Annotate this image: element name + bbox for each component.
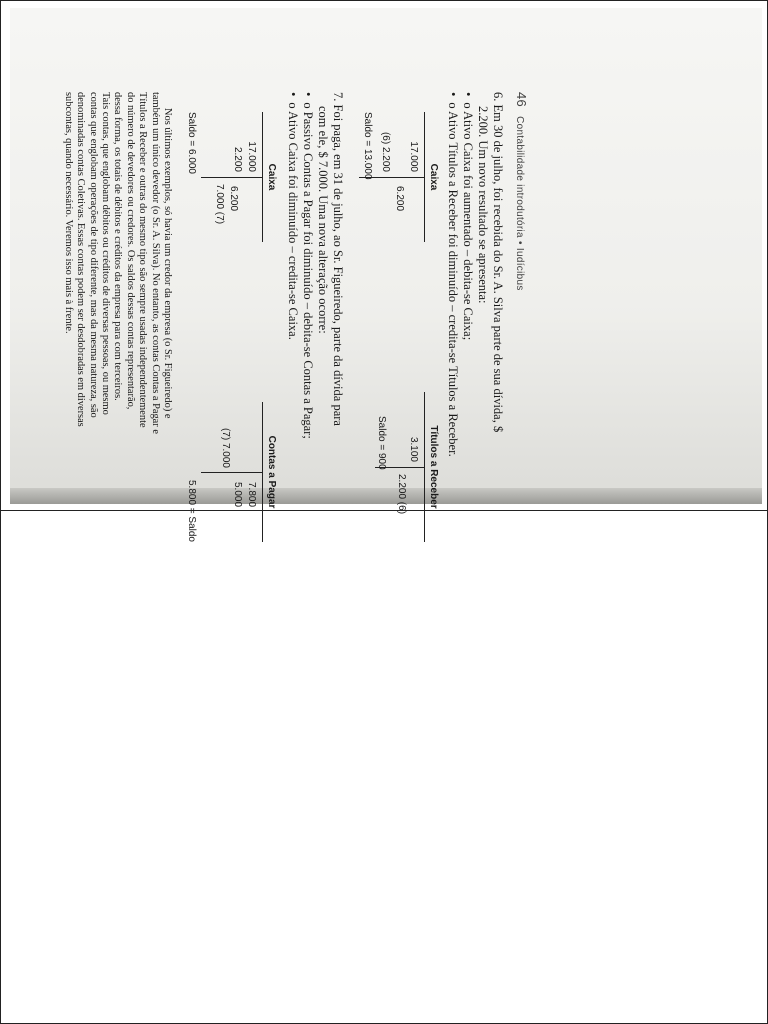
account-title: Caixa (428, 163, 439, 191)
item-7-line: 7. Foi paga, em 31 de julho, ao Sr. Figueiredo, parte da dívida para (331, 92, 345, 426)
debit-entry: 2.200 (232, 146, 243, 172)
body-line: subcontas, quando necessário. Veremos isso mais à frente. (62, 92, 74, 334)
body-line: Nos últimos exemplos, só havia um credor da empresa (o Sr. Figueiredo) e (162, 108, 173, 419)
account-saldo: Saldo = 900 (376, 416, 387, 470)
item-6-bullet: • o Ativo Caixa foi aumentado – debita-se Caixa; (460, 92, 475, 562)
body-paragraph (61, 92, 173, 562)
body-line: dessa forma, os totais de débitos e créditos da empresa para com terceiros. (112, 92, 124, 401)
item-6 (445, 92, 505, 562)
credit-entry: 6.200 (228, 186, 239, 212)
item-6-bullet: • o Ativo Títulos a Receber foi diminuído – credita-se Títulos a Receber. (445, 92, 460, 562)
body-line: do número de devedores ou credores. Os saldos dessas contas representarão, (124, 92, 136, 410)
account-saldo: Saldo = 6.000 (186, 112, 197, 174)
scanned-page (10, 8, 762, 542)
item-7-bullet: • o Ativo Caixa foi diminuído – credita-se Caixa. (285, 92, 300, 562)
account-title: Contas a Pagar (266, 435, 277, 509)
body-line: denominadas contas Coletivas. Essas contas podem ser desdobradas em diversas (75, 92, 87, 427)
t-account-caixa-1 (359, 112, 439, 242)
rotated-book-page (0, 92, 529, 562)
account-saldo: Saldo = 13.000 (362, 112, 373, 180)
item-7-line: com ele, $ 7.000. Uma nova alteração ocorre: (316, 106, 330, 334)
credit-entry: 7.800 (246, 482, 257, 508)
item-6-line: 6. Em 30 de julho, foi recebida do Sr. A. Silva parte de sua dívida, $ (491, 92, 505, 433)
debit-entry: 3.100 (408, 436, 419, 462)
book-author: Iudícibus (514, 247, 525, 291)
credit-entry: 6.200 (394, 186, 405, 212)
t-account-caixa-2 (185, 112, 277, 242)
t-account-titulos-a-receber (359, 392, 439, 542)
item-7 (285, 92, 345, 562)
credit-entry: 7.000 (7) (214, 184, 225, 225)
credit-entry: 2.200 (6) (396, 474, 407, 515)
running-head: 46 Contabilidade introdutória • Iudícibus (514, 92, 529, 291)
book-title: Contabilidade introdutória (514, 116, 525, 238)
account-title: Títulos a Receber (428, 425, 439, 509)
account-saldo: 5.800 = Saldo (186, 480, 197, 542)
item-6-line: 2.200. Um novo resultado se apresenta: (476, 106, 490, 304)
debit-entry: (7) 7.000 (220, 427, 231, 468)
debit-entry: (6) 2.200 (380, 131, 391, 172)
debit-entry: 17.000 (408, 141, 419, 172)
credit-entry: 5.000 (232, 482, 243, 508)
body-line: Tais contas, que englobam débitos ou créditos de diversas pessoas, ou mesmo (99, 92, 111, 415)
body-line: contas que englobam operações de tipo diferente, mas da mesma natureza, são (87, 92, 99, 418)
account-title: Caixa (266, 163, 277, 191)
body-line: também um único devedor (o Sr. A. Silva). No entanto, as contas Contas a Pagar e (149, 92, 161, 434)
body-line: Títulos a Receber e outras do mesmo tipo são sempre usadas independentemente (137, 92, 149, 428)
debit-entry: 17.000 (246, 141, 257, 172)
t-account-contas-a-pagar (185, 402, 277, 542)
page-number: 46 (514, 92, 529, 108)
item-7-bullet: • o Passivo Contas a Pagar foi diminuído – debita-se Contas a Pagar; (300, 92, 315, 562)
